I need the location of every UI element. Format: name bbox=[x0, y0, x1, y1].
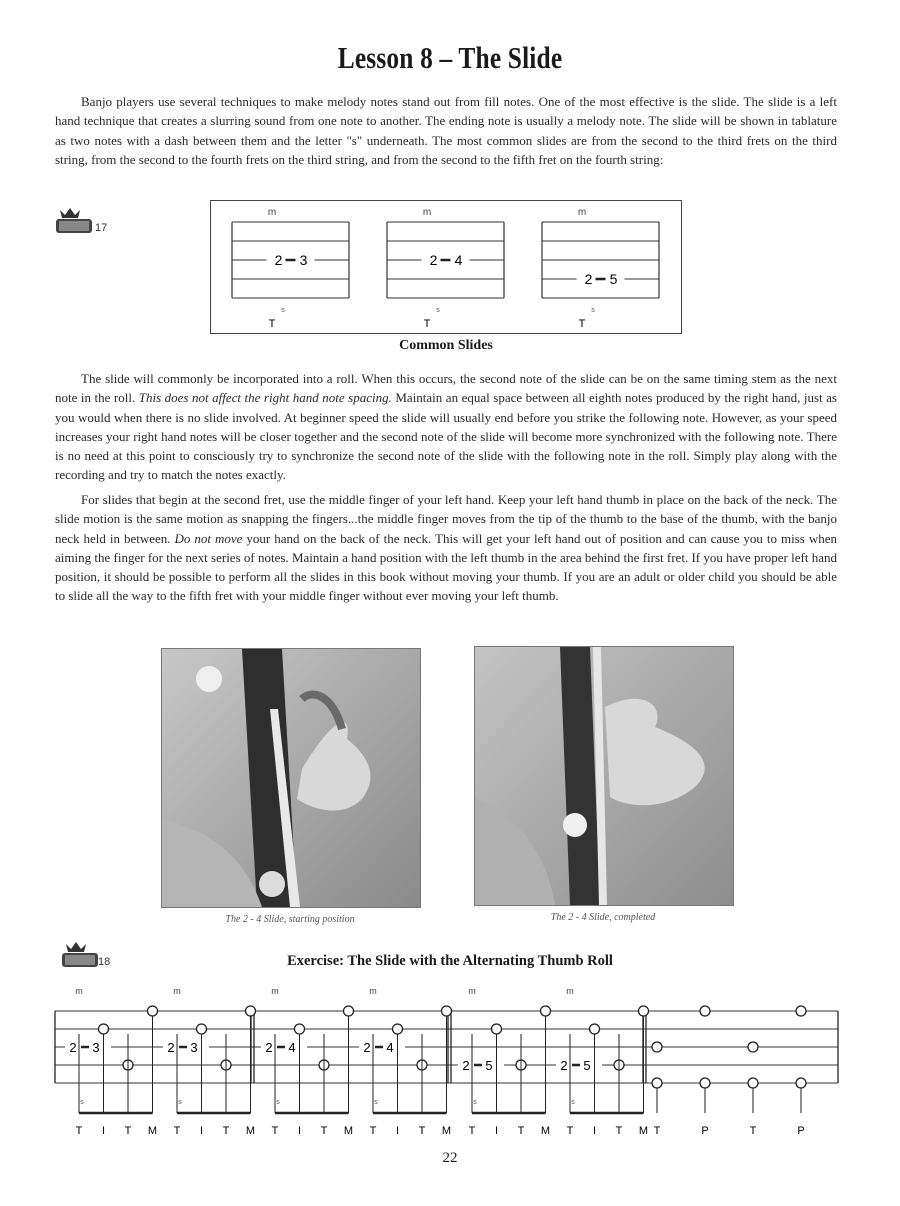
finger-label: M bbox=[441, 1125, 452, 1137]
cd-track-icon bbox=[52, 206, 100, 236]
open-note bbox=[639, 1006, 649, 1016]
page-title: Lesson 8 – The Slide bbox=[337, 40, 563, 75]
fret-to: 3 bbox=[190, 1040, 198, 1055]
open-note bbox=[393, 1024, 403, 1034]
finger-label: T bbox=[369, 1125, 377, 1137]
slide-completed-photo bbox=[474, 646, 734, 906]
roll-paragraph bbox=[55, 369, 837, 485]
slide-s-label: s bbox=[80, 1099, 84, 1106]
exercise-tab bbox=[40, 980, 850, 1140]
open-note bbox=[652, 1078, 662, 1088]
fret-from: 2 bbox=[167, 1040, 175, 1055]
common-slides-caption: Common Slides bbox=[399, 338, 493, 353]
finger-label: T bbox=[615, 1125, 623, 1137]
open-note bbox=[295, 1024, 305, 1034]
fret-from: 2 bbox=[265, 1040, 273, 1055]
fret-to: 4 bbox=[386, 1040, 394, 1055]
open-note bbox=[99, 1024, 109, 1034]
finger-label: T bbox=[749, 1125, 757, 1137]
open-note bbox=[246, 1006, 256, 1016]
finger-m-label: m bbox=[369, 986, 377, 996]
slide-example bbox=[387, 207, 504, 330]
technique-text-a: For slides that begin at the second fret, use the middle finger of your left hand. Keep your left hand thumb in place on the back of the neck. The slide motion is the same motion as snapping the fingers...the middle finger moves from the tip of the thumb to the base of the thumb, with the banjo neck held in between. bbox=[55, 492, 837, 546]
cd-track-number: 17 bbox=[95, 222, 108, 234]
finger-label: P bbox=[797, 1125, 805, 1137]
finger-label: T bbox=[222, 1125, 230, 1137]
finger-m-label: m bbox=[173, 986, 181, 996]
finger-m-label: m bbox=[267, 207, 277, 218]
slide-s-label: s bbox=[276, 1099, 280, 1106]
roll-group bbox=[65, 986, 158, 1137]
technique-text-c: your hand on the back of the neck. This will get your left hand out of position and can cause you to miss when aiming the finger for the next series of notes. Maintain a hand position with the left thumb in the area behind the first fret. If you have proper left hand position, it should be possible to perform all the slides in this book without moving your thumb. If you are an adult or older child you should be able to slide all the way to the fifth fret with your middle finger without ever moving your left thumb. bbox=[55, 530, 837, 604]
fret-to: 4 bbox=[454, 252, 463, 268]
intro-text: Banjo players use several techniques to make melody notes stand out from fill notes. One of the most effective is the slide. The slide is a left hand technique that creates a slurring sound from one note to another. The ending note is usually a melody note. The slide will be shown in tablature as two notes with a dash between them and the letter "s" underneath. The most common slides are from the second to the third frets on the third string, from the second to the fourth frets on the third string, and from the second to the fifth fret on the fourth string: bbox=[55, 94, 837, 167]
slide-example bbox=[232, 207, 349, 330]
slide-s-label: s bbox=[374, 1099, 378, 1106]
finger-label: T bbox=[517, 1125, 525, 1137]
open-note bbox=[197, 1024, 207, 1034]
finger-label: M bbox=[343, 1125, 354, 1137]
finger-label: I bbox=[494, 1125, 499, 1137]
fret-to: 3 bbox=[92, 1040, 100, 1055]
finger-label: T bbox=[75, 1125, 83, 1137]
open-note bbox=[344, 1006, 354, 1016]
fret-to: 4 bbox=[288, 1040, 296, 1055]
open-note bbox=[796, 1078, 806, 1088]
roll-group bbox=[458, 986, 551, 1137]
completed-photo-caption: The 2 - 4 Slide, completed bbox=[550, 912, 656, 923]
thumb-t-label: T bbox=[268, 318, 276, 330]
open-note bbox=[492, 1024, 502, 1034]
open-note bbox=[700, 1006, 710, 1016]
fret-from: 2 bbox=[584, 271, 593, 287]
fret-from: 2 bbox=[462, 1058, 470, 1073]
finger-label: T bbox=[173, 1125, 181, 1137]
fret-from: 2 bbox=[69, 1040, 77, 1055]
exercise-title: Exercise: The Slide with the Alternating Thumb Roll bbox=[287, 953, 613, 969]
finger-label: I bbox=[592, 1125, 597, 1137]
roll-text-a: The slide will commonly be incorporated into a roll. When this occurs, the second note of the slide can be on the same timing stem as the next note in the roll. bbox=[55, 371, 837, 406]
finger-m-label: m bbox=[468, 986, 476, 996]
slide-s-label: s bbox=[436, 307, 440, 314]
technique-paragraph bbox=[55, 490, 837, 606]
slide-start-photo bbox=[161, 648, 421, 908]
finger-label: T bbox=[566, 1125, 574, 1137]
finger-label: T bbox=[418, 1125, 426, 1137]
slide-example bbox=[542, 207, 659, 330]
thumb-t-label: T bbox=[578, 318, 586, 330]
thumb-t-label: T bbox=[423, 318, 431, 330]
page-number: 22 bbox=[442, 1150, 458, 1166]
fret-from: 2 bbox=[429, 252, 438, 268]
finger-label: P bbox=[701, 1125, 709, 1137]
common-slides-tab bbox=[210, 200, 682, 335]
open-note bbox=[748, 1042, 758, 1052]
roll-group bbox=[359, 986, 452, 1137]
finger-m-label: m bbox=[566, 986, 574, 996]
slide-s-label: s bbox=[281, 307, 285, 314]
fret-from: 2 bbox=[274, 252, 283, 268]
finger-label: T bbox=[124, 1125, 132, 1137]
open-note bbox=[652, 1042, 662, 1052]
open-note bbox=[796, 1006, 806, 1016]
slide-s-label: s bbox=[571, 1099, 575, 1106]
fret-to: 5 bbox=[485, 1058, 493, 1073]
finger-m-label: m bbox=[577, 207, 587, 218]
pinch-group bbox=[652, 1006, 806, 1137]
intro-paragraph bbox=[55, 92, 837, 169]
roll-group bbox=[556, 986, 649, 1137]
roll-text-italic: This does not affect the right hand note spacing. bbox=[138, 390, 392, 406]
finger-label: T bbox=[653, 1125, 661, 1137]
finger-m-label: m bbox=[422, 207, 432, 218]
cd-track-number-2: 18 bbox=[98, 956, 111, 968]
roll-group bbox=[261, 986, 354, 1137]
finger-label: I bbox=[101, 1125, 106, 1137]
open-note bbox=[700, 1078, 710, 1088]
technique-text-italic: Do not move bbox=[174, 530, 243, 546]
open-note bbox=[541, 1006, 551, 1016]
roll-text-c: Maintain an equal space between all eighth notes produced by the right hand, just as you would when there is no slide involved. At beginner speed the slide will usually end before you strike the following note. However, as your speed increases your right hand notes will be closer together and the second note of the slide will become more synchronized with the following note. There is no need at this point to consciously try to synchronize the second note of the slide with the following note in the roll. Simply play along with the recording and try to match the notes exactly. bbox=[55, 390, 837, 483]
finger-label: M bbox=[638, 1125, 649, 1137]
finger-label: M bbox=[147, 1125, 158, 1137]
open-note bbox=[590, 1024, 600, 1034]
finger-m-label: m bbox=[75, 986, 83, 996]
finger-label: I bbox=[395, 1125, 400, 1137]
fret-from: 2 bbox=[363, 1040, 371, 1055]
finger-label: T bbox=[271, 1125, 279, 1137]
finger-m-label: m bbox=[271, 986, 279, 996]
fret-to: 5 bbox=[609, 271, 618, 287]
fret-to: 5 bbox=[583, 1058, 591, 1073]
open-note bbox=[442, 1006, 452, 1016]
finger-label: M bbox=[245, 1125, 256, 1137]
roll-group bbox=[163, 986, 256, 1137]
slide-s-label: s bbox=[473, 1099, 477, 1106]
finger-label: I bbox=[297, 1125, 302, 1137]
fret-from: 2 bbox=[560, 1058, 568, 1073]
finger-label: M bbox=[540, 1125, 551, 1137]
open-note bbox=[748, 1078, 758, 1088]
finger-label: I bbox=[199, 1125, 204, 1137]
slide-s-label: s bbox=[591, 307, 595, 314]
fret-to: 3 bbox=[299, 252, 308, 268]
finger-label: T bbox=[320, 1125, 328, 1137]
finger-label: T bbox=[468, 1125, 476, 1137]
start-photo-caption: The 2 - 4 Slide, starting position bbox=[225, 914, 355, 925]
open-note bbox=[148, 1006, 158, 1016]
slide-s-label: s bbox=[178, 1099, 182, 1106]
